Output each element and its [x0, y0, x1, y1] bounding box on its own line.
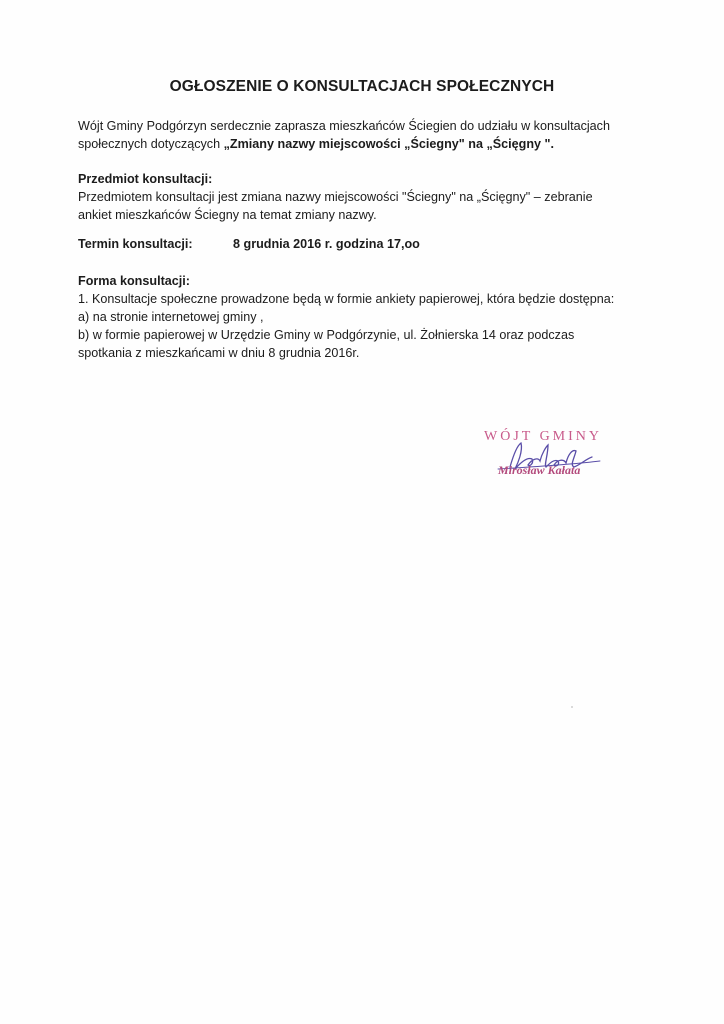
stamp-title: WÓJT GMINY: [484, 429, 603, 444]
term-section: [78, 235, 630, 253]
form-heading: Forma konsultacji:: [78, 274, 190, 288]
form-item-b-line-2: spotkania z mieszkańcami w dniu 8 grudnia 2016r.: [78, 346, 360, 360]
intro-line-2-text: społecznych dotyczących: [78, 137, 224, 151]
form-section: [78, 272, 630, 362]
intro-line-1: Wójt Gminy Podgórzyn serdecznie zaprasza mieszkańców Ściegien do udziału w konsultacjach: [78, 119, 610, 133]
intro-line-2: [78, 135, 630, 153]
scan-speck: [571, 706, 573, 708]
document-title: OGŁOSZENIE O KONSULTACJACH SPOŁECZNYCH: [169, 78, 555, 95]
intro-topic: „Zmiany nazwy miejscowości „Ściegny" na „Ścięgny ".: [223, 137, 555, 151]
official-stamp: [480, 425, 630, 485]
subject-section: [78, 170, 630, 224]
form-item-b-line-1: b) w formie papierowej w Urzędzie Gminy w Podgórzynie, ul. Żołnierska 14 oraz podczas: [78, 328, 575, 342]
form-item-1: 1. Konsultacje społeczne prowadzone będą w formie ankiety papierowej, która będzie dostępna:: [78, 292, 615, 306]
form-item-a: a) na stronie internetowej gminy ,: [78, 310, 264, 324]
term-value: 8 grudnia 2016 r. godzina 17,oo: [233, 237, 420, 251]
term-label: Termin konsultacji:: [78, 237, 193, 251]
subject-line-1: Przedmiotem konsultacji jest zmiana nazwy miejscowości "Ściegny" na „Ścięgny" – zebranie: [78, 190, 593, 204]
intro-paragraph: [78, 117, 630, 153]
subject-line-2: ankiet mieszkańców Ściegny na temat zmiany nazwy.: [78, 208, 377, 222]
subject-heading: Przedmiot konsultacji:: [78, 172, 213, 186]
stamp-name: Mirosław Kałata: [498, 463, 581, 477]
